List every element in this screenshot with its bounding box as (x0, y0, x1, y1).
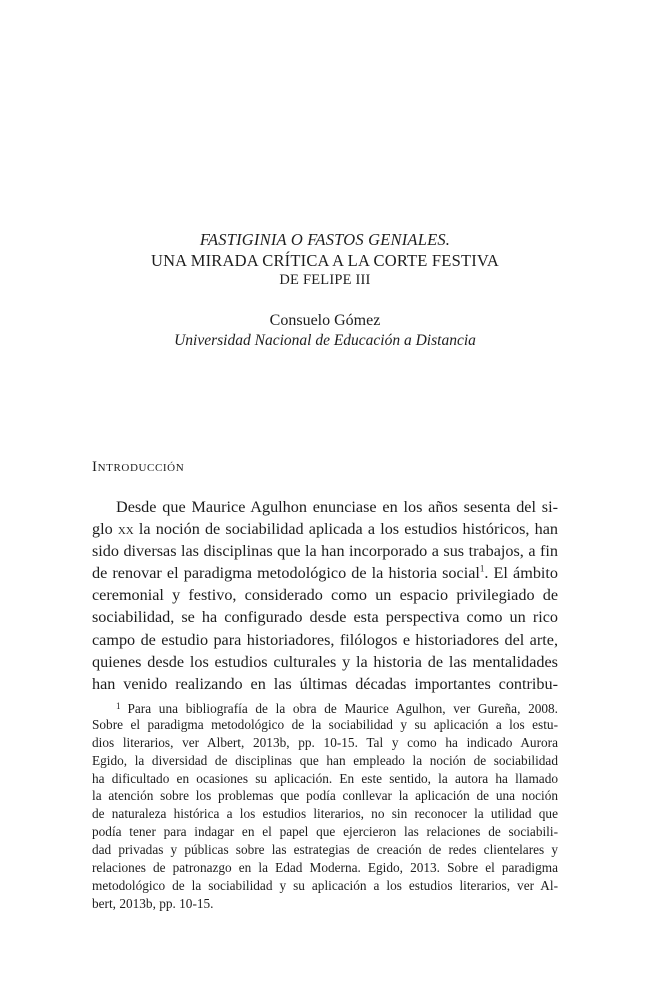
author-affiliation: Universidad Nacional de Educación a Distancia (174, 332, 476, 349)
body-paragraph (92, 496, 558, 695)
body-line (92, 562, 558, 584)
body-text-span: de renovar el paradigma metodológico de la historia social (92, 564, 480, 583)
footnote-line: la atención sobre los problemas que podía conllevar la aplicación de una noción (92, 788, 558, 804)
title-line-1: FASTIGINIA O FASTOS GENIALES. (199, 230, 451, 249)
footnote-line: ha dificultado en ocasiones su aplicación. En este sentido, la autora ha llamado (92, 770, 558, 786)
footnote-line: de naturaleza histórica a los estudios literarios, no sin reconocer la utilidad que (92, 806, 558, 822)
footnote-line: dios literarios, ver Albert, 2013b, pp. 10-15. Tal y como ha indicado Aurora (92, 734, 558, 750)
author-name: Consuelo Gómez (269, 312, 381, 329)
footnote-line: metodológico de la sociabilidad y su aplicación a los estudios literarios, ver Al- (92, 877, 558, 893)
footnote-line: podía tener para indagar en el papel que ejercieron las relaciones de sociabili- (92, 824, 558, 840)
footnote-text: Para una bibliografía de la obra de Maurice Agulhon, ver Gureña, 2008. (127, 701, 558, 716)
body-line: Desde que Maurice Agulhon enunciase en los años sesenta del si- (116, 498, 558, 516)
body-line: sociabilidad, se ha configurado desde esta perspectiva como un rico (92, 608, 558, 627)
body-text-span: la noción de sociabilidad aplicada a los estudios históricos, han (133, 520, 558, 539)
footnote-line (92, 698, 558, 716)
body-line: campo de estudio para historiadores, filólogos e historiadores del arte, (92, 630, 558, 649)
title-line-2: UNA MIRADA CRÍTICA A LA CORTE FESTIVA (150, 251, 500, 270)
section-heading: Introducción (92, 459, 185, 475)
footnote-line: Egido, la diversidad de disciplinas que han empleado la noción de sociabilidad (92, 752, 558, 768)
footnote-number: 1 (116, 701, 121, 711)
century-numeral: xx (117, 520, 134, 539)
body-line: ceremonial y festivo, considerado como un espacio privilegiado de (92, 586, 558, 605)
footnote-line: relaciones de patronazgo en la Edad Moderna. Egido, 2013. Sobre el paradigma (92, 860, 558, 876)
body-line: quienes desde los estudios culturales y la historia de las mentalidades (92, 652, 558, 671)
footnote-line: bert, 2013b, pp. 10-15. (92, 895, 214, 911)
article-title (92, 229, 558, 289)
footnote-line: dad privadas y públicas sobre las estrategias de creación de redes clientelares y (92, 842, 558, 858)
body-text-span: glo (92, 520, 118, 539)
footnote (92, 698, 558, 913)
footnote-reference[interactable]: 1 (479, 563, 485, 574)
footnote-line: Sobre el paradigma metodológico de la sociabilidad y su aplicación a los estu- (92, 716, 558, 732)
body-text-span: . El ámbito (484, 564, 558, 583)
body-line: han venido realizando en las últimas décadas importantes contribu- (92, 674, 558, 693)
body-line: sido diversas las disciplinas que la han incorporado a sus trabajos, a fin (92, 542, 558, 561)
body-line (92, 518, 558, 540)
title-line-3: DE FELIPE III (279, 272, 371, 288)
